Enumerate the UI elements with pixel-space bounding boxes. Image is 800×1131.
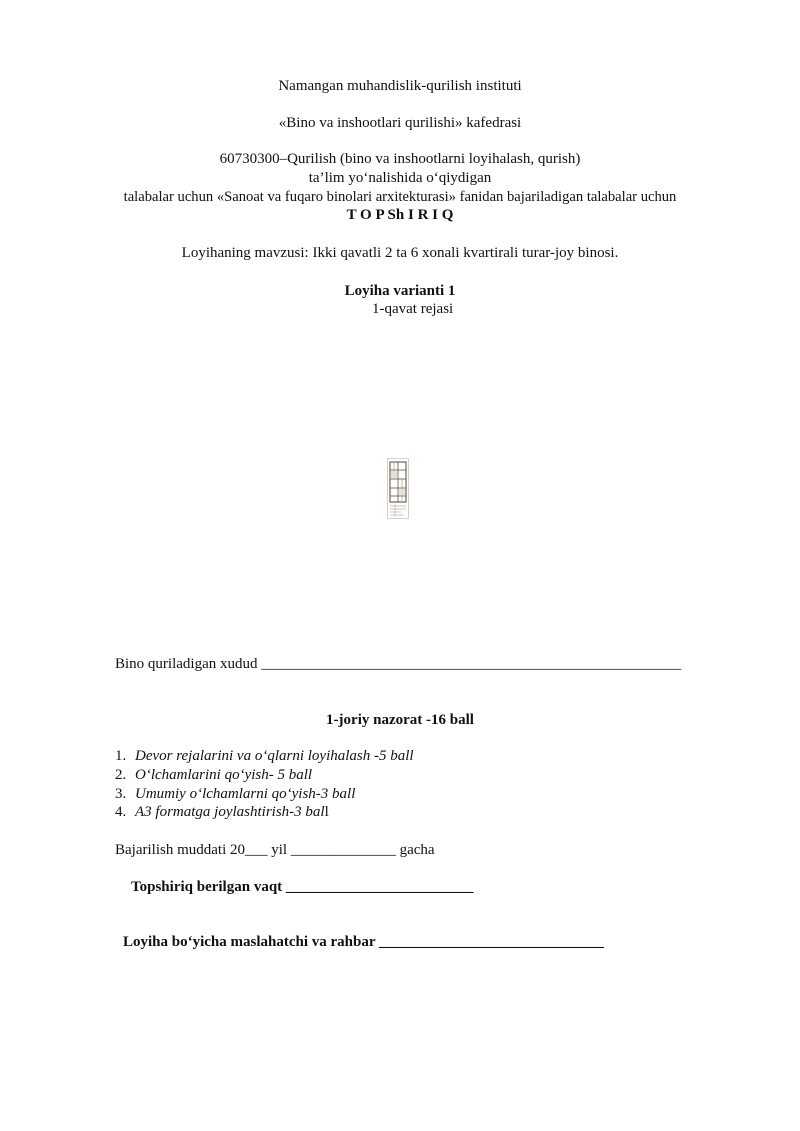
list-number: 2. (115, 767, 127, 783)
given-time-field[interactable]: Topshiriq berilgan vaqt _________________________ (131, 879, 474, 895)
list-item (115, 803, 329, 821)
site-field-label: Bino quriladigan xudud (115, 656, 258, 672)
floor-plan-image (387, 458, 409, 519)
list-item (115, 785, 355, 803)
program-line-2: ta’lim yo‘nalishida o‘qiydigan (308, 170, 492, 186)
institute-name: Namangan muhandislik-qurilish instituti (278, 78, 522, 94)
list-text-suffix: l (324, 804, 329, 820)
advisor-field[interactable]: Loyiha bo‘yicha maslahatchi va rahbar ______________________________ (123, 934, 605, 950)
list-text: A3 formatga joylashtirish-3 bal (135, 804, 325, 820)
control-title: 1-joriy nazorat -16 ball (326, 712, 474, 728)
program-line-3: talabalar uchun «Sanoat va fuqaro binolari arxitekturasi» fanidan bajariladigan talabalar uchun (123, 189, 677, 205)
variant-subtitle: 1-qavat rejasi (372, 301, 454, 317)
list-number: 1. (115, 748, 127, 764)
list-text: Umumiy o‘lchamlarni qo‘yish-3 ball (135, 786, 356, 802)
document-title: T O P Sh I R I Q (346, 207, 454, 223)
list-number: 3. (115, 786, 127, 802)
site-field-blank[interactable]: ________________________________________________________ (261, 656, 682, 672)
list-item (115, 747, 414, 765)
program-code: 60730300–Qurilish (bino va inshootlarni loyihalash, qurish) (219, 151, 581, 167)
project-topic: Loyihaning mavzusi: Ikki qavatli 2 ta 6 xonali kvartirali turar-joy binosi. (181, 245, 619, 261)
list-text: O‘lchamlarini qo‘yish- 5 ball (135, 767, 313, 783)
variant-title: Loyiha varianti 1 (344, 283, 456, 299)
department-name: «Bino va inshootlari qurilishi» kafedrasi (278, 115, 522, 131)
site-field (115, 655, 681, 673)
list-item (115, 766, 312, 784)
list-text: Devor rejalarini va o‘qlarni loyihalash -5 ball (135, 748, 414, 764)
list-number: 4. (115, 804, 127, 820)
deadline-field[interactable]: Bajarilish muddati 20___ yil ______________ gacha (115, 842, 435, 858)
